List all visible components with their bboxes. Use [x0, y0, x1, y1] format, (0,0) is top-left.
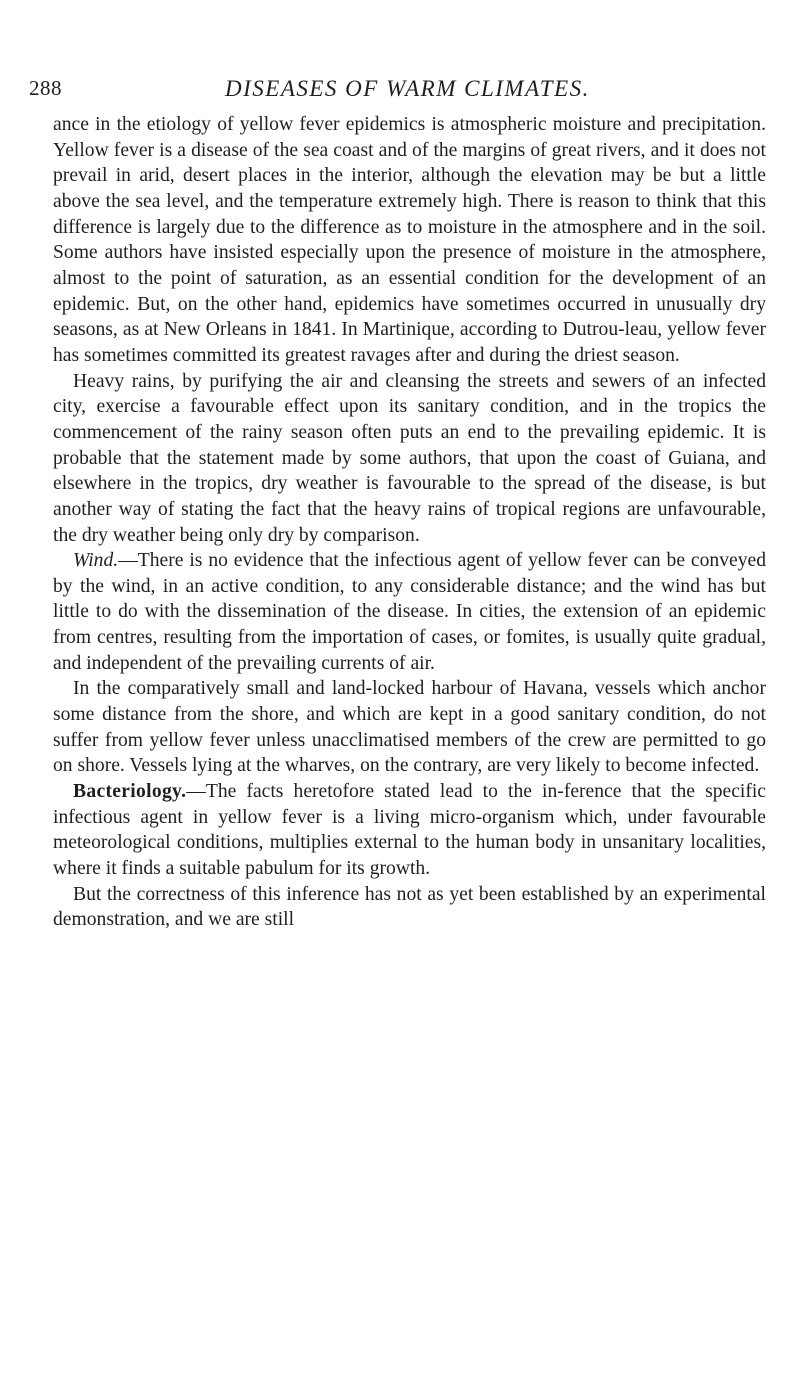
section-heading-bacteriology: Bacteriology. — [73, 781, 187, 803]
paragraph-text: But the correctness of this inference has not as yet been established by an experimental demonstration, and we are still — [53, 883, 766, 931]
paragraph-inference — [53, 882, 766, 933]
paragraph-text: —The facts heretofore stated lead to the in-ference that the specific infectious agent in yellow fever is a living micro-organism which, under favourable meteorological conditions, multiplies external to the human body in unsanitary localities, where it finds a suitable pabulum for its growth. — [53, 781, 766, 880]
paragraph-wind — [53, 548, 766, 676]
paragraph-moisture — [53, 112, 766, 369]
paragraph-text: In the comparatively small and land-locked harbour of Havana, vessels which anchor some distance from the shore, and which are kept in a good sanitary condition, do not suffer from yellow fever unless unacclimatised members of the crew are permitted to go on shore. Vessels lying at the wharves, on the contrary, are very likely to become infected. — [53, 678, 766, 777]
page-number: 288 — [29, 76, 62, 100]
body-text — [53, 112, 766, 933]
running-head: DISEASES OF WARM CLIMATES. — [225, 76, 590, 101]
paragraph-bacteriology — [53, 779, 766, 882]
paragraph-text: ance in the etiology of yellow fever epidemics is atmospheric moisture and precipitation. Yellow fever is a disease of the sea coast and of the margins of great rivers, and it does not prevail in arid, desert places in the interior, although the elevation may be but a little above the sea level, and the temperature extremely high. There is reason to think that this difference is largely due to the difference as to moisture in the atmosphere and in the soil. Some authors have insisted especially upon the presence of moisture in the atmosphere, almost to the point of saturation, as an essential condition for the development of an epidemic. But, on the other hand, epidemics have sometimes occurred in unusually dry seasons, as at New Orleans in 1841. In Martinique, according to Dutrou-leau, yellow fever has sometimes committed its greatest ravages after and during the driest season. — [53, 114, 766, 366]
paragraph-havana — [53, 676, 766, 779]
paragraph-text: Heavy rains, by purifying the air and cleansing the streets and sewers of an infected city, exercise a favourable effect upon its sanitary condition, and in the tropics the commencement of the rainy season often puts an end to the prevailing epidemic. It is probable that the statement made by some authors, that upon the coast of Guiana, and elsewhere in the tropics, dry weather is favourable to the spread of the disease, is but another way of stating the fact that the heavy rains of tropical regions are unfavourable, the dry weather being only dry by comparison. — [53, 370, 766, 546]
paragraph-heavy-rains — [53, 369, 766, 549]
section-heading-wind: Wind. — [73, 550, 119, 572]
page-header — [29, 76, 771, 110]
paragraph-text: —There is no evidence that the infectious agent of yellow fever can be conveyed by the wind, in an active condition, to any considerable distance; and the wind has but little to do with the dissemination of the disease. In cities, the extension of an epidemic from centres, resulting from the importation of cases, or fomites, is usually quite gradual, and independent of the prevailing currents of air. — [53, 550, 766, 674]
